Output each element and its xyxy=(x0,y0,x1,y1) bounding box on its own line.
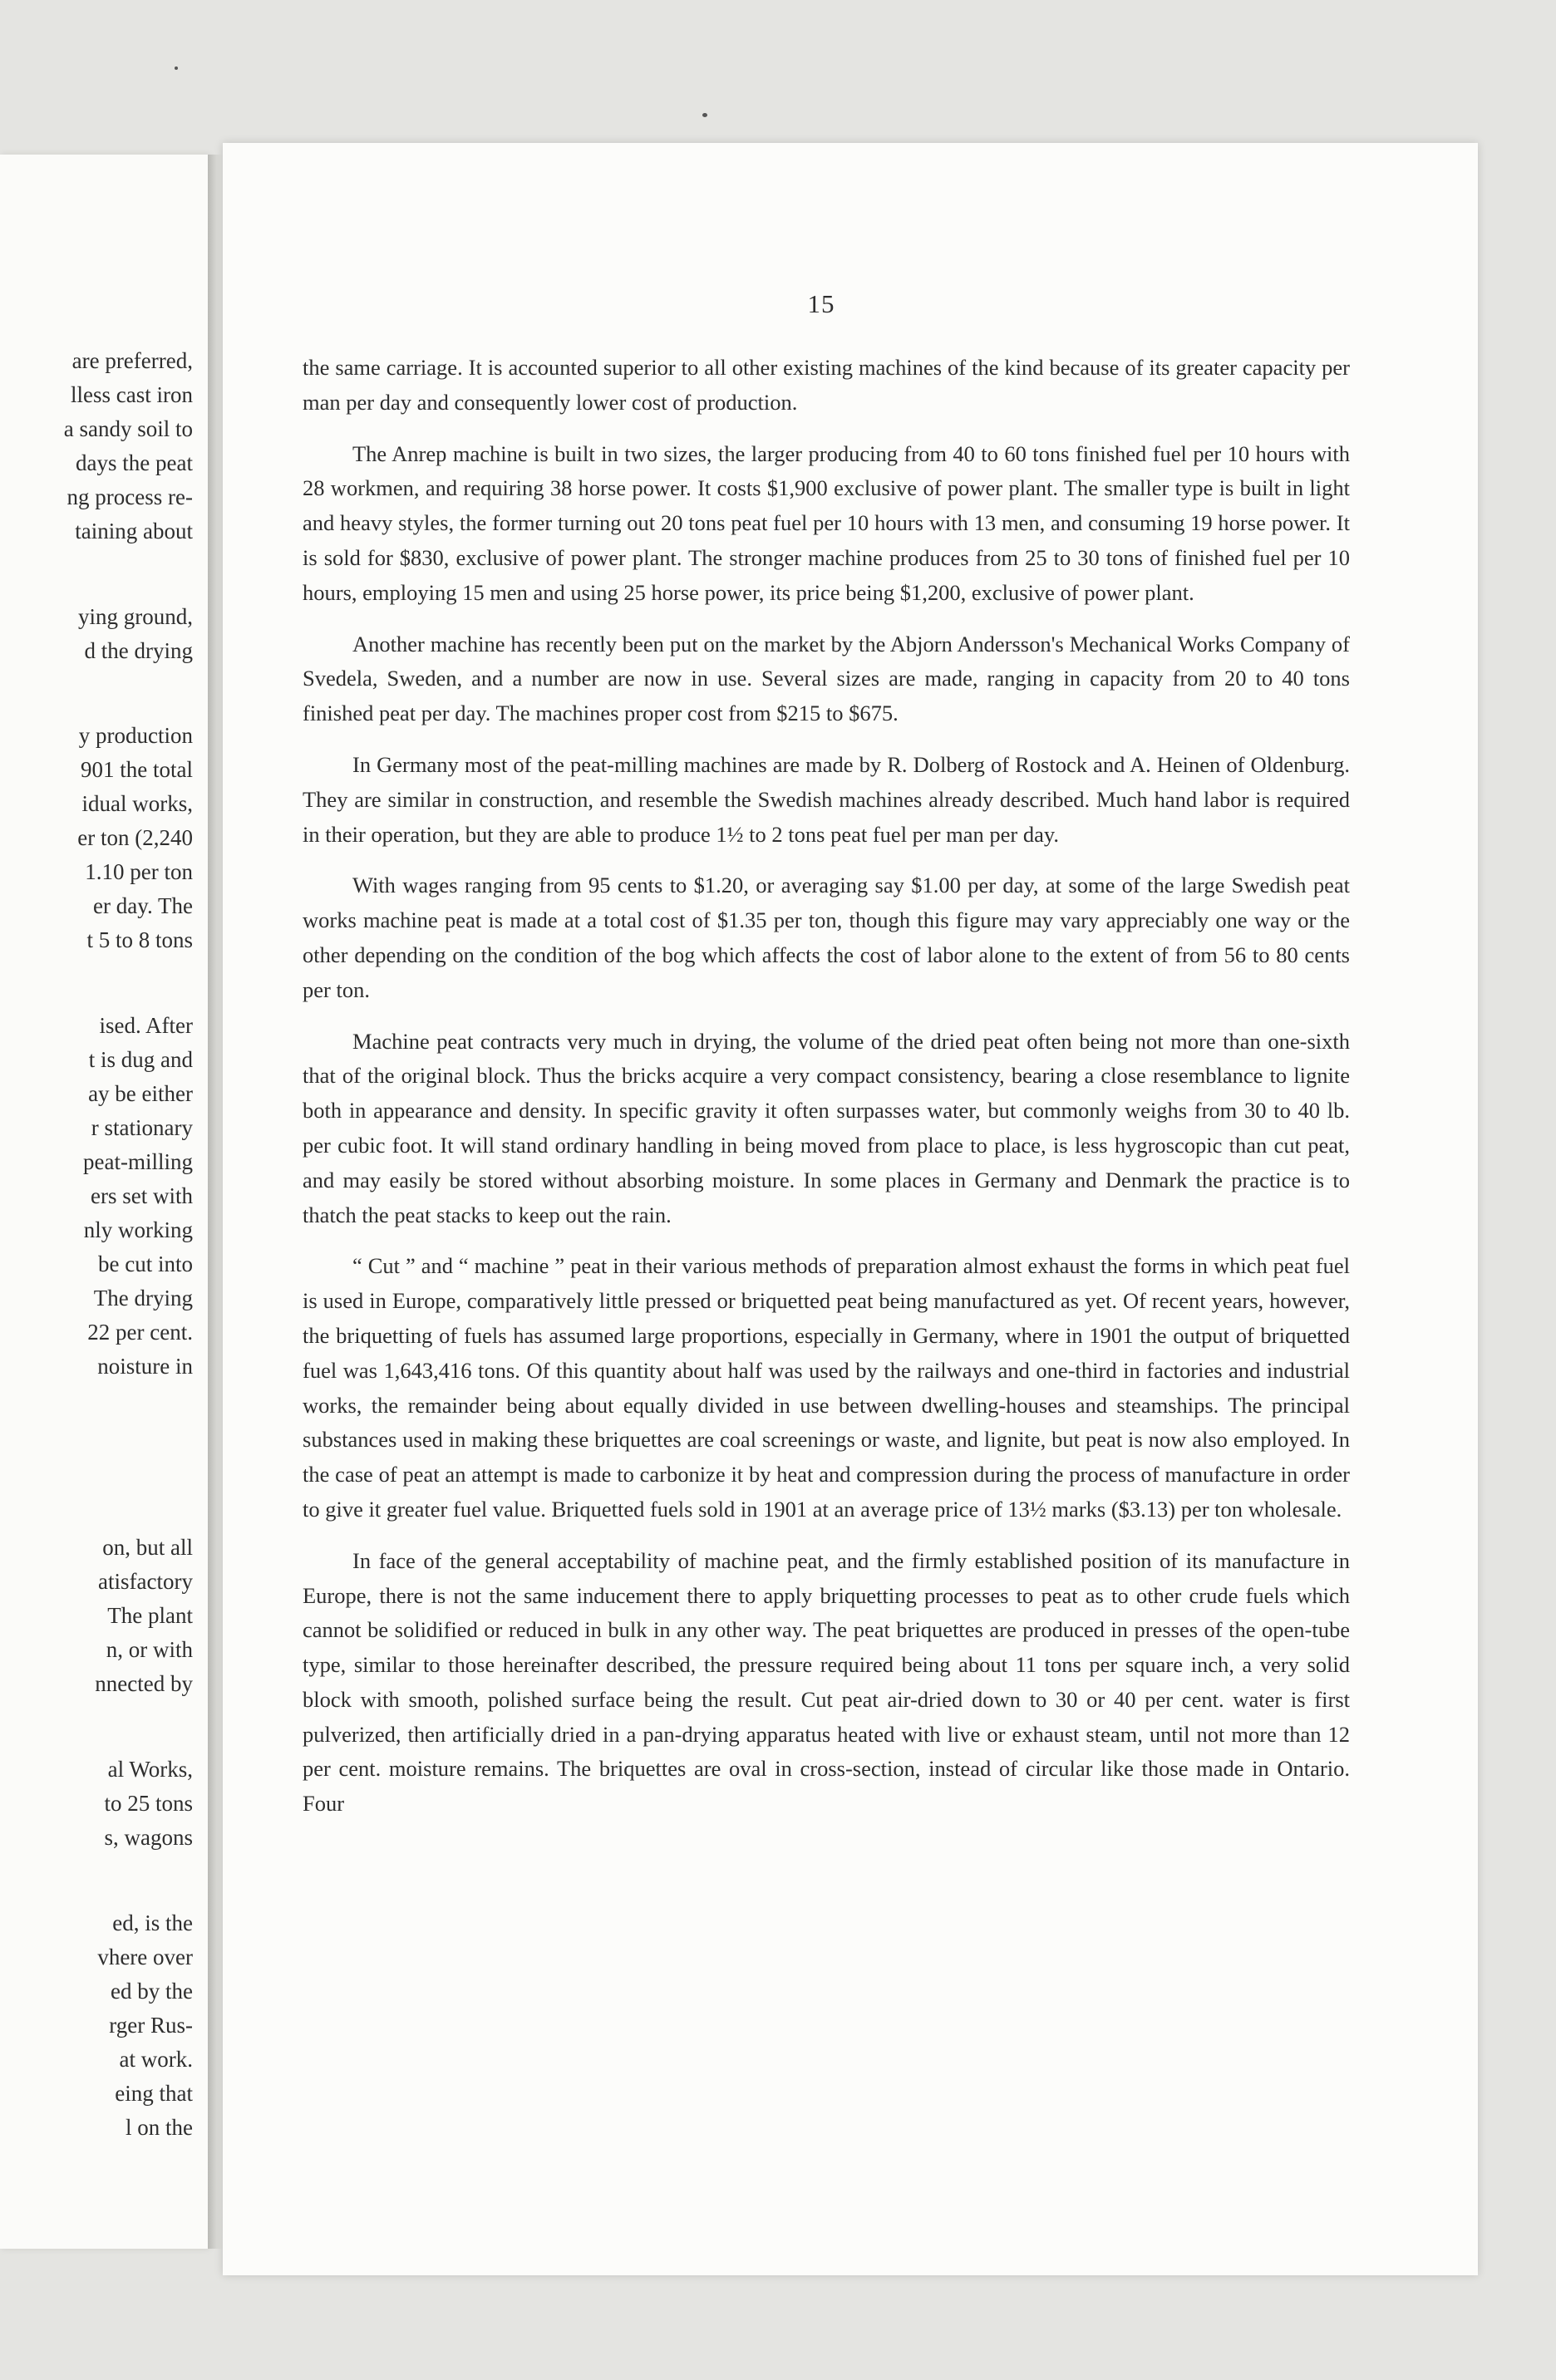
left-line: 901 the total xyxy=(81,757,193,782)
left-line: d the drying xyxy=(84,638,193,663)
left-line: days the peat xyxy=(76,450,193,475)
left-line: vhere over xyxy=(97,1945,193,1969)
paragraph: Another machine has recently been put on the market by the Abjorn Andersson's Mechanical Works Company of Svedela, Sweden, and a number are now in use. Several sizes are made, ranging in capacity from 20 to 40 tons finished peat per day. The machines proper cost from $215 to $675. xyxy=(303,631,1350,726)
left-line: rger Rus- xyxy=(109,2013,193,2038)
left-line: y production xyxy=(78,723,193,748)
left-line: 22 per cent. xyxy=(87,1320,193,1345)
left-line: ying ground, xyxy=(78,604,193,629)
paragraph: Machine peat contracts very much in drying, the volume of the dried peat often being not more than one-sixth that of the original block. Thus the bricks acquire a very compact consistency, bearing a close resemblance to lignite both in appearance and density. In specific gravity it often surpasses water, but commonly weighs from 30 to 40 lb. per cubic foot. It will stand ordinary handling in being moved from place to place, is less hygroscopic than cut peat, and may easily be stored without absorbing moisture. In some places in Germany and Denmark the practice is to thatch the peat stacks to keep out the rain. xyxy=(303,1028,1350,1227)
paragraph: The Anrep machine is built in two sizes, the larger producing from 40 to 60 tons finished fuel per 10 hours with 28 workmen, and requiring 38 horse power. It costs $1,900 exclusive of power plant. The smaller type is built in light and heavy styles, the former turning out 20 tons peat fuel per 10 hours with 13 men, and consuming 19 horse power. It is sold for $830, exclusive of power plant. The stronger machine produces from 25 to 30 tons of finished fuel per 10 hours, employing 15 men and using 25 horse power, its price being $1,200, exclusive of power plant. xyxy=(303,440,1350,605)
left-line: The drying xyxy=(93,1286,193,1310)
left-line: idual works, xyxy=(81,791,193,816)
left-line: to 25 tons xyxy=(104,1791,193,1816)
left-line: al Works, xyxy=(107,1757,193,1782)
left-line: ed by the xyxy=(111,1979,193,2004)
left-line: 1.10 per ton xyxy=(85,859,193,884)
page-gutter-shadow xyxy=(208,155,223,2249)
left-line: peat-milling xyxy=(83,1149,193,1174)
left-line: ay be either xyxy=(88,1081,193,1106)
left-line: s, wagons xyxy=(104,1825,193,1850)
paragraph: With wages ranging from 95 cents to $1.20, or averaging say $1.00 per day, at some of the large Swedish peat works machine peat is made at a total cost of $1.35 per ton, though this figure may vary appreciably one way or the other depending on the condition of the bog which affects the cost of labor alone to the extent of from 56 to 80 cents per ton. xyxy=(303,873,1350,1002)
left-line: nly working xyxy=(83,1217,193,1242)
left-line: t is dug and xyxy=(88,1047,193,1072)
left-line: a sandy soil to xyxy=(63,416,193,441)
paragraph: In face of the general acceptability of machine peat, and the firmly established position of its manufacture in Europe, there is not the same inducement there to apply briquetting processes to peat as to other crude fuels which cannot be solidified or reduced in bulk in any other way. The peat briquettes are produced in presses of the open-tube type, similar to those hereinafter described, the pressure required being about 11 tons per square inch, a very solid block with smooth, polished surface being the result. Cut peat air-dried down to 30 or 40 per cent. water is first pulverized, then artificially dried in a pan-drying apparatus heated with live or exhaust steam, until not more than 12 per cent. moisture remains. The briquettes are oval in cross-section, instead of circular like those made in Ontario. Four xyxy=(303,1547,1350,1817)
left-line: n, or with xyxy=(106,1637,193,1662)
page-number: 15 xyxy=(807,289,835,318)
scan-speck xyxy=(702,113,707,117)
left-line: ised. After xyxy=(99,1013,193,1038)
left-line: er day. The xyxy=(93,893,193,918)
left-line: r stationary xyxy=(91,1115,193,1140)
left-line: eing that xyxy=(115,2081,193,2106)
left-line: atisfactory xyxy=(98,1569,193,1594)
left-line: be cut into xyxy=(98,1251,193,1276)
left-line: ng process re- xyxy=(66,484,193,509)
left-line: nnected by xyxy=(95,1671,193,1696)
left-line: are preferred, xyxy=(71,348,193,373)
left-line: t 5 to 8 tons xyxy=(86,927,193,952)
document-page xyxy=(223,143,1478,2275)
left-line: er ton (2,240 xyxy=(77,825,193,850)
left-facing-page xyxy=(0,155,208,2249)
left-line: l on the xyxy=(126,2115,193,2140)
left-line: The plant xyxy=(107,1603,193,1628)
page-body xyxy=(303,351,1350,1838)
scan-speck xyxy=(175,66,178,70)
left-line: taining about xyxy=(75,519,193,543)
left-line: on, but all xyxy=(102,1535,193,1560)
left-line: ed, is the xyxy=(112,1910,193,1935)
paragraph: the same carriage. It is accounted superior to all other existing machines of the kind because of its greater capacity per man per day and consequently lower cost of production. xyxy=(303,355,1350,415)
left-line: noisture in xyxy=(97,1354,193,1379)
left-line: lless cast iron xyxy=(71,382,193,407)
left-line: ers set with xyxy=(91,1183,193,1208)
paragraph: “ Cut ” and “ machine ” peat in their various methods of preparation almost exhaust the forms in which peat fuel is used in Europe, comparatively little pressed or briquetted peat being manufactured as yet. Of recent years, however, the briquetting of fuels has assumed large proportions, especially in Germany, where in 1901 the output of briquetted fuel was 1,643,416 tons. Of this quantity about half was used by the railways and one-third in factories and industrial works, the remainder being about equally divided in use between dwelling-houses and steamships. The principal substances used in making these briquettes are coal screenings or waste, and lignite, but peat is now also employed. In the case of peat an attempt is made to carbonize it by heat and compression during the process of manufacture in order to give it greater fuel value. Briquetted fuels sold in 1901 at an average price of 13½ marks ($3.13) per ton wholesale. xyxy=(303,1253,1350,1522)
paragraph: In Germany most of the peat-milling machines are made by R. Dolberg of Rostock and A. Heinen of Oldenburg. They are similar in construction, and resemble the Swedish machines already described. Much hand labor is required in their operation, but they are able to produce 1½ to 2 tons peat fuel per man per day. xyxy=(303,751,1350,847)
left-line: at work. xyxy=(119,2047,193,2072)
